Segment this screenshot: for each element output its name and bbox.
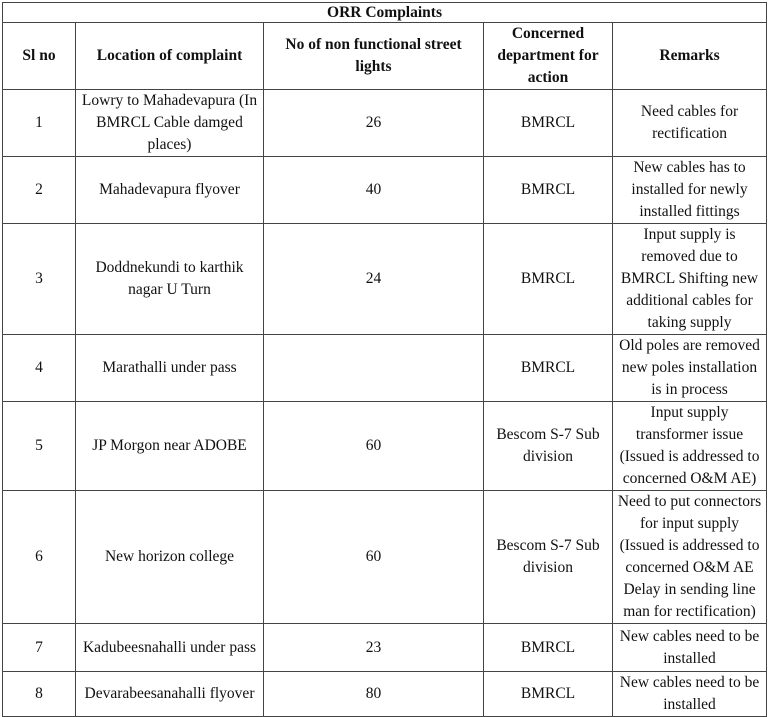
cell-sl-no: 5 [3, 402, 76, 491]
cell-remarks: New cables has to installed for newly installed fittings [613, 157, 767, 224]
cell-lights: 80 [264, 672, 484, 717]
table-title-row [3, 3, 767, 23]
cell-sl-no: 3 [3, 224, 76, 335]
complaints-table-container [2, 2, 766, 713]
cell-lights: 60 [264, 402, 484, 491]
cell-location: Marathalli under pass [76, 335, 264, 402]
column-header-remarks: Remarks [613, 23, 767, 90]
cell-lights: 60 [264, 491, 484, 624]
column-header-department: Concerned department for action [484, 23, 613, 90]
column-header-location: Location of complaint [76, 23, 264, 90]
cell-location: Kadubeesnahalli under pass [76, 624, 264, 672]
table-row [3, 624, 767, 672]
cell-sl-no: 6 [3, 491, 76, 624]
cell-department: BMRCL [484, 672, 613, 717]
table-row [3, 335, 767, 402]
cell-lights: 24 [264, 224, 484, 335]
column-header-lights: No of non functional street lights [264, 23, 484, 90]
cell-lights: 40 [264, 157, 484, 224]
table-header-row [3, 23, 767, 90]
orr-complaints-table [2, 2, 767, 717]
cell-department: Bescom S-7 Sub division [484, 491, 613, 624]
cell-remarks: Need cables for rectification [613, 90, 767, 157]
cell-location: Mahadevapura flyover [76, 157, 264, 224]
cell-remarks: Need to put connectors for input supply (Issued is addressed to concerned O&M AE Delay in sending line man for rectification) [613, 491, 767, 624]
cell-department: BMRCL [484, 224, 613, 335]
table-row [3, 157, 767, 224]
cell-department: BMRCL [484, 624, 613, 672]
cell-remarks: Input supply is removed due to BMRCL Shifting new additional cables for taking supply [613, 224, 767, 335]
cell-location: Devarabeesanahalli flyover [76, 672, 264, 717]
cell-sl-no: 4 [3, 335, 76, 402]
cell-remarks: Old poles are removed new poles installation is in process [613, 335, 767, 402]
cell-location: New horizon college [76, 491, 264, 624]
table-row [3, 672, 767, 717]
table-row [3, 224, 767, 335]
table-row [3, 90, 767, 157]
cell-department: Bescom S-7 Sub division [484, 402, 613, 491]
column-header-sl-no: Sl no [3, 23, 76, 90]
cell-location: Doddnekundi to karthik nagar U Turn [76, 224, 264, 335]
cell-department: BMRCL [484, 335, 613, 402]
cell-department: BMRCL [484, 157, 613, 224]
cell-lights: 23 [264, 624, 484, 672]
cell-remarks: New cables need to be installed [613, 672, 767, 717]
cell-sl-no: 7 [3, 624, 76, 672]
cell-location: JP Morgon near ADOBE [76, 402, 264, 491]
cell-department: BMRCL [484, 90, 613, 157]
cell-lights [264, 335, 484, 402]
cell-lights: 26 [264, 90, 484, 157]
table-row [3, 402, 767, 491]
cell-location: Lowry to Mahadevapura (In BMRCL Cable damged places) [76, 90, 264, 157]
table-title: ORR Complaints [3, 3, 767, 23]
cell-sl-no: 2 [3, 157, 76, 224]
cell-remarks: New cables need to be installed [613, 624, 767, 672]
cell-remarks: Input supply transformer issue (Issued is addressed to concerned O&M AE) [613, 402, 767, 491]
cell-sl-no: 8 [3, 672, 76, 717]
table-row [3, 491, 767, 624]
cell-sl-no: 1 [3, 90, 76, 157]
